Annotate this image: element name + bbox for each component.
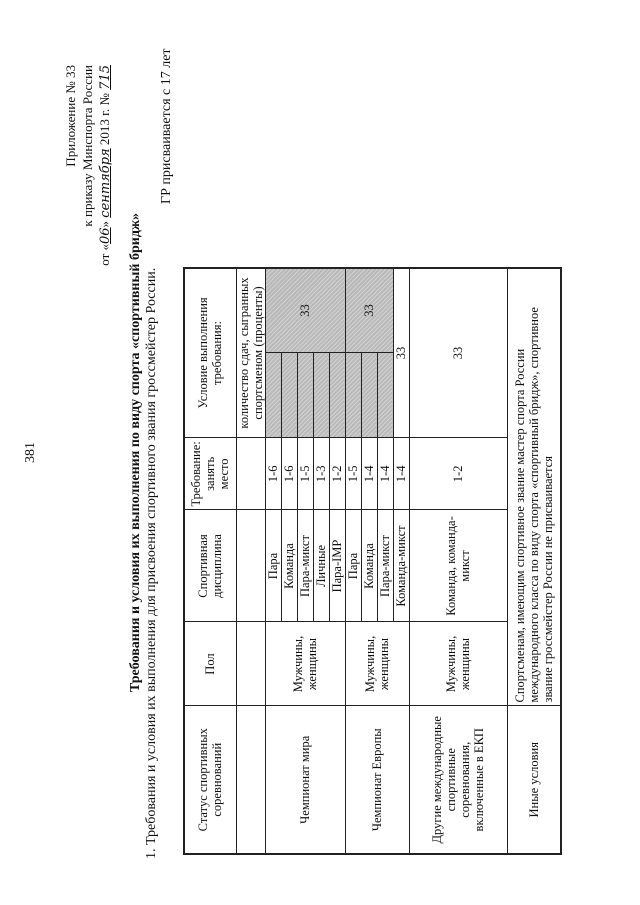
appendix-line: Приложение № 33 — [63, 65, 78, 167]
condition-europe: 33 — [345, 268, 393, 353]
handwritten-day: 06 — [98, 227, 113, 244]
place-cell: 1-4 — [361, 438, 377, 510]
handwritten-number: 715 — [98, 65, 113, 90]
discipline-cell: Пара-микст — [377, 510, 393, 622]
shaded-cell — [313, 353, 329, 438]
empty-cell — [236, 438, 265, 510]
status-world: Чемпионат мира — [265, 706, 345, 854]
gender-other: Мужчины, женщины — [409, 622, 507, 706]
discipline-cell: Личные — [313, 510, 329, 622]
shaded-cell — [265, 353, 281, 438]
header-status: Статус спортивных соревнований — [184, 706, 236, 854]
status-misc: Иные условия — [507, 706, 561, 854]
order-line: к приказу Минспорта России — [80, 65, 95, 227]
header-condition-sub: количество сдач, сыгранных спортсменом (проценты) — [236, 268, 265, 438]
shaded-cell — [345, 353, 361, 438]
place-cell: 1-6 — [265, 438, 281, 510]
shaded-cell — [281, 353, 297, 438]
date-mid: » — [97, 217, 112, 228]
order-date-line — [97, 65, 113, 266]
misc-text: Спортсменам, имеющим спортивное звание мастер спорта России международного класса по виду спорта «спортивный бридж», спортивное звание гроссмейстер России не присваивается — [507, 268, 561, 706]
header-discipline: Спортивная дисциплина — [184, 510, 236, 622]
age-note: ГР присваивается с 17 лет — [159, 48, 174, 204]
header-condition-title: Условие выполнения требования: — [196, 297, 225, 409]
requirements-table — [183, 267, 562, 855]
place-cell: 1-2 — [329, 438, 345, 510]
handwritten-month: сентября — [98, 148, 113, 218]
place-cell: 1-4 — [393, 438, 409, 510]
empty-cell — [236, 706, 265, 854]
status-other: Другие международные спортивные соревнования, включенные в ЕКП — [409, 706, 507, 854]
condition-world: 33 — [265, 268, 345, 353]
header-gender: Пол — [184, 622, 236, 706]
discipline-other: Команда, команда-микст — [409, 510, 507, 622]
place-cell: 1-3 — [313, 438, 329, 510]
table-subheader-row — [236, 268, 265, 854]
empty-cell — [236, 510, 265, 622]
shaded-cell — [329, 353, 345, 438]
discipline-cell: Команда — [361, 510, 377, 622]
table-row — [507, 268, 561, 854]
header-place: Требование: занять место — [184, 438, 236, 510]
section-heading: 1. Требования и условия их выполнения для присвоения спортивного звания гроссмейстер России. — [144, 267, 159, 859]
table-header-row — [184, 268, 236, 854]
status-europe: Чемпионат Европы — [345, 706, 409, 854]
table-row — [409, 268, 507, 854]
document-title: Требования и условия их выполнения по виду спорта «спортивный бридж» — [128, 212, 143, 693]
place-cell: 1-5 — [345, 438, 361, 510]
place-other: 1-2 — [409, 438, 507, 510]
shaded-cell — [297, 353, 313, 438]
table-row — [265, 268, 281, 854]
date-year: 2013 г. № — [97, 89, 112, 149]
place-cell: 1-5 — [297, 438, 313, 510]
table-row — [345, 268, 361, 854]
gender-world: Мужчины, женщины — [265, 622, 345, 706]
discipline-cell: Команда-микст — [393, 510, 409, 622]
discipline-cell: Пара-IMP — [329, 510, 345, 622]
date-prefix: от « — [97, 244, 112, 266]
empty-cell — [236, 622, 265, 706]
condition-europe-last: 33 — [393, 268, 409, 438]
place-cell: 1-6 — [281, 438, 297, 510]
discipline-cell: Пара — [345, 510, 361, 622]
header-condition — [184, 268, 236, 438]
shaded-cell — [361, 353, 377, 438]
gender-europe: Мужчины, женщины — [345, 622, 409, 706]
condition-other: 33 — [409, 268, 507, 438]
discipline-cell: Пара — [265, 510, 281, 622]
discipline-cell: Пара-микст — [297, 510, 313, 622]
place-cell: 1-4 — [377, 438, 393, 510]
page-number: 381 — [23, 442, 38, 463]
shaded-cell — [377, 353, 393, 438]
discipline-cell: Команда — [281, 510, 297, 622]
